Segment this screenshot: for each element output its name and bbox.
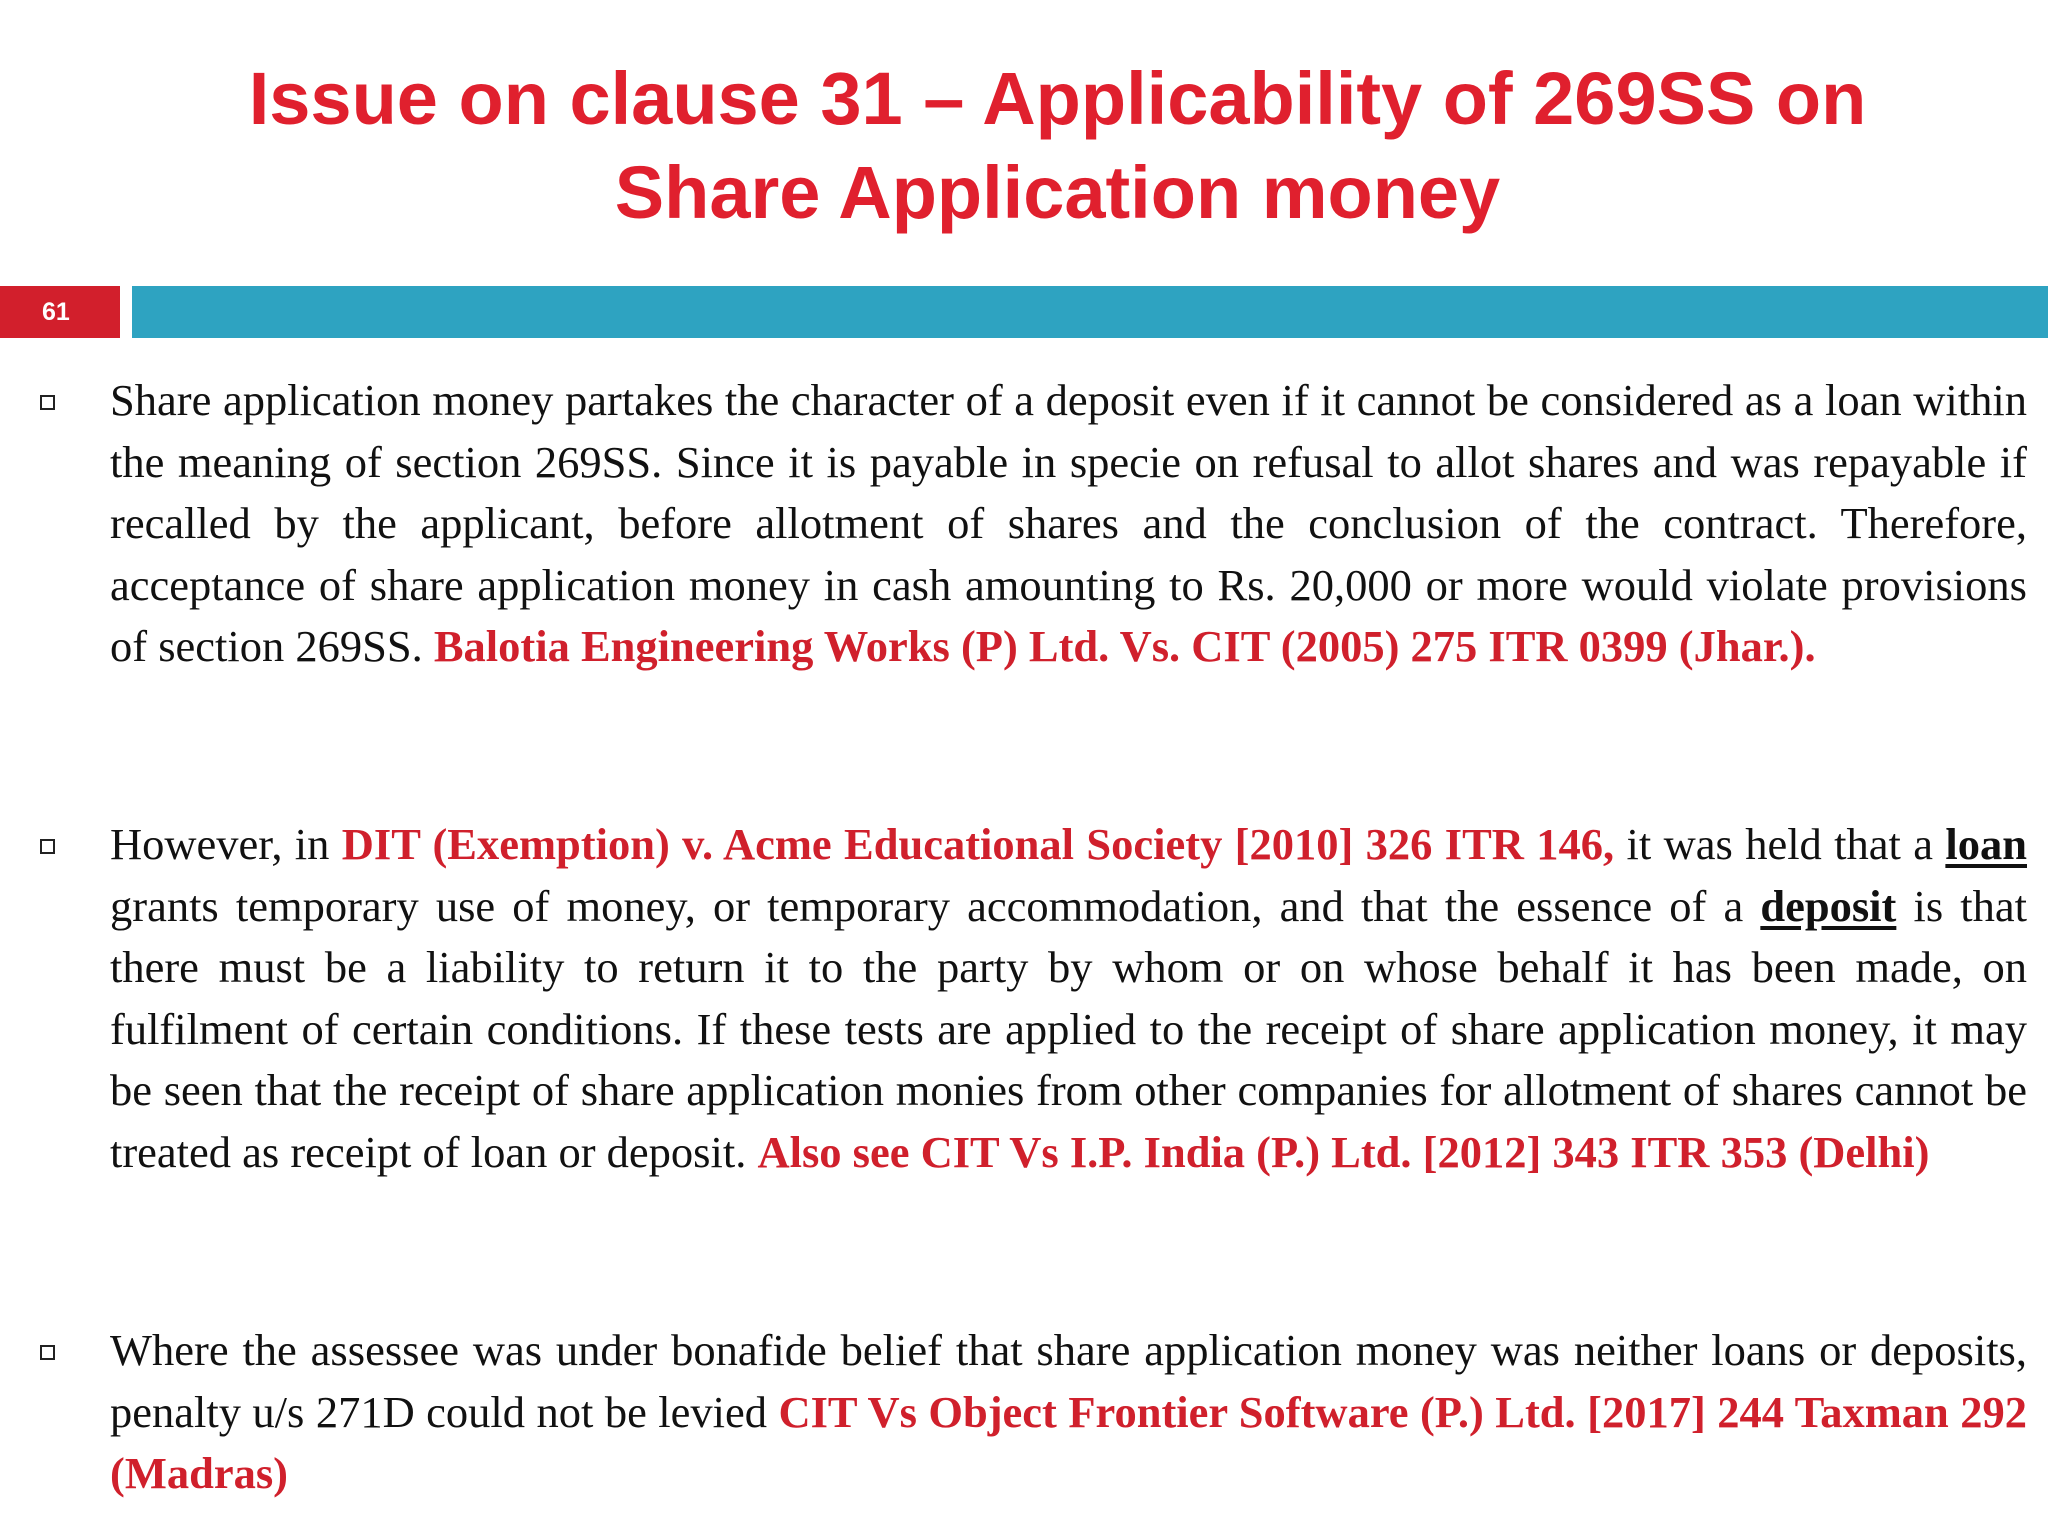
bullet-item-1 (110, 370, 2027, 678)
bullet-2-citation-b: Also see CIT Vs I.P. India (P.) Ltd. [2012] 343 ITR 353 (Delhi) (757, 1126, 1930, 1177)
bullet-2-citation-a: DIT (Exemption) v. Acme Educational Society [2010] 326 ITR 146, (341, 819, 1615, 869)
square-bullet-icon (40, 1345, 55, 1360)
slide-title-line-1: Issue on clause 31 – Applicability of 269SS on (248, 57, 1867, 140)
bullet-item-2 (110, 814, 2027, 1183)
bullet-1-citation: Balotia Engineering Works (P) Ltd. Vs. CIT (2005) 275 ITR 0399 (Jhar.). (433, 621, 1816, 671)
bullet-2-text-d: is that there must be a liability to return it to the party by whom or on whose behalf it has been made, on fulfilment of certain conditions. If these tests are applied to the receipt of share application money, it may be seen that the receipt of share application monies from other companies for allotment of shares cannot be treated as receipt of loan or deposit. (110, 880, 2027, 1177)
term-deposit: deposit (1760, 880, 1897, 931)
square-bullet-icon (40, 839, 55, 854)
slide-title-line-2: Share Application money (614, 151, 1501, 234)
bullet-2-text-a: However, in (110, 819, 342, 869)
accent-bar (132, 286, 2048, 338)
slide-number: 61 (0, 286, 120, 338)
bullet-3-citation: CIT Vs Object Frontier Software (P.) Ltd. [2017] 244 Taxman 292 (Madras) (110, 1386, 2027, 1498)
bullet-3-text: Where the assessee was under bonafide belief that share application money was neither loans or deposits, penalty u/s 271D could not be levied (110, 1325, 2027, 1437)
bullet-item-3 (110, 1320, 2027, 1505)
bullet-2-text-b: it was held that a (1614, 819, 1946, 869)
bullet-1-text: Share application money partakes the character of a deposit even if it cannot be considered as a loan within the meaning of section 269SS. Since it is payable in specie on refusal to allot shares and was repayable if recalled by the applicant, before allotment of shares and the conclusion of the contract. Therefore, acceptance of share application money in cash amounting to Rs. 20,000 or more would violate provisions of section 269SS. (110, 375, 2027, 671)
slide-title (100, 52, 2015, 240)
bullet-2-text-c: grants temporary use of money, or temporary accommodation, and that the essence of a (110, 880, 1761, 931)
square-bullet-icon (40, 395, 55, 410)
term-loan: loan (1945, 819, 2027, 869)
